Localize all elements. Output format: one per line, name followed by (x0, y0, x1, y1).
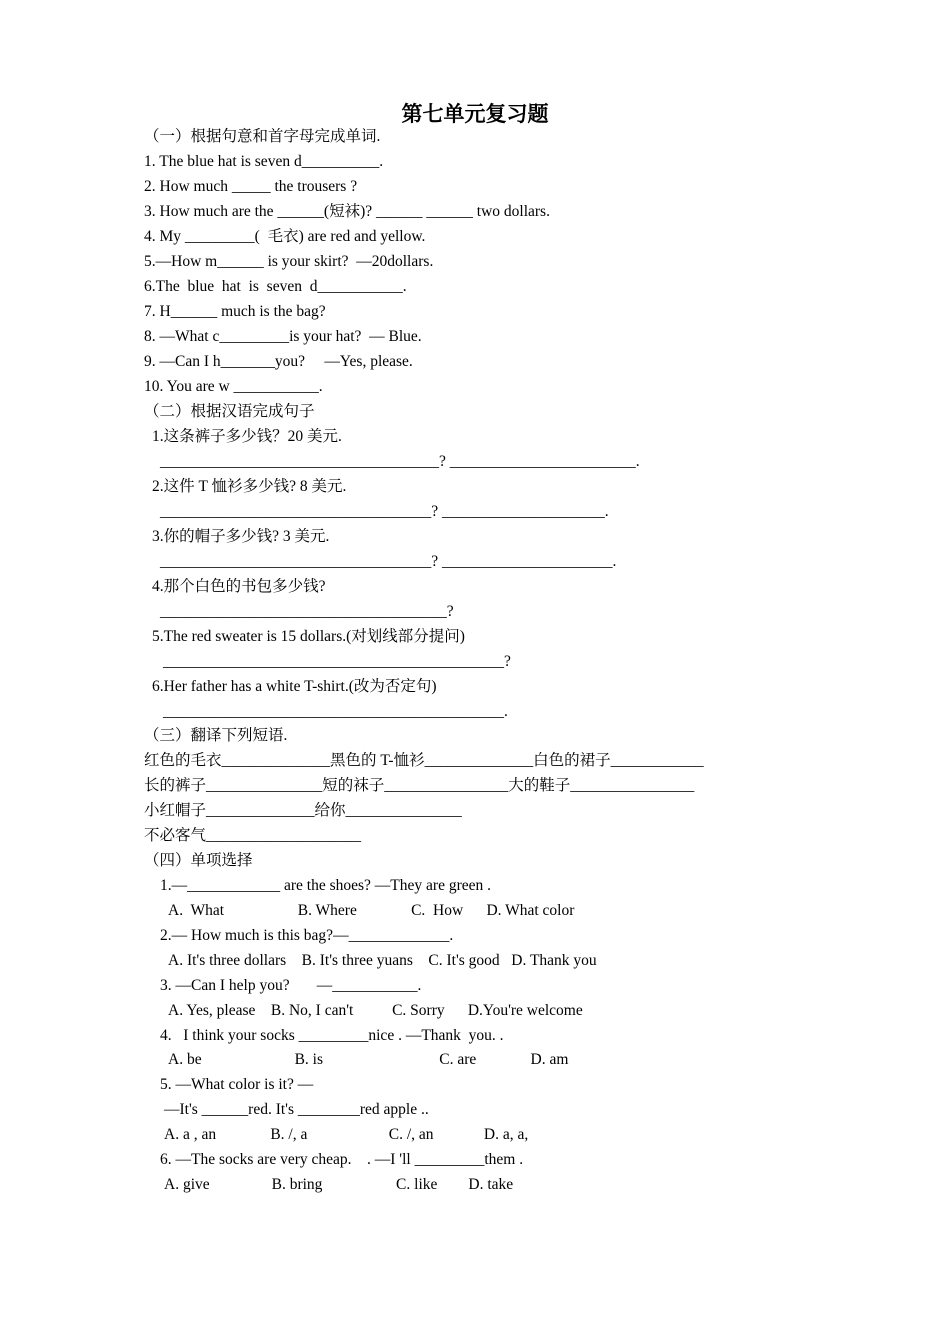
phrase-line: 长的裤子_______________短的袜子________________大的鞋子________________ (144, 777, 695, 794)
question-line: 2.这件 T 恤衫多少钱? 8 美元. (152, 478, 347, 495)
question-line: 4. I think your socks _________nice . —Thank you. . (160, 1027, 504, 1044)
answer-blank: ____________________________________________? (163, 653, 511, 670)
question-line: 8. —What c_________is your hat? — Blue. (144, 328, 422, 345)
question-line: 6.The blue hat is seven d___________. (144, 278, 407, 295)
question-line: 7. H______ much is the bag? (144, 303, 326, 320)
question-line: 10. You are w ___________. (144, 378, 323, 395)
phrase-line: 不必客气____________________ (144, 827, 362, 844)
section-1-heading: （一）根据句意和首字母完成单词. (144, 128, 381, 145)
question-line: 2.— How much is this bag?—_____________. (160, 927, 454, 944)
phrase-line: 小红帽子______________给你_______________ (144, 802, 462, 819)
question-line: 2. How much _____ the trousers ? (144, 178, 358, 195)
answer-blank: ____________________________________? ________________________. (160, 453, 640, 470)
options-line: A. a , an B. /, a C. /, an D. a, a, (164, 1126, 529, 1143)
answer-blank: ____________________________________________. (163, 703, 508, 720)
question-line: 3. How much are the ______(短袜)? ______ ______ two dollars. (144, 203, 550, 220)
question-line: 1. The blue hat is seven d__________. (144, 153, 384, 170)
options-line: A. It's three dollars B. It's three yuans C. It's good D. Thank you (168, 952, 597, 969)
section-2-heading: （二）根据汉语完成句子 (144, 403, 315, 420)
answer-blank: _____________________________________? (160, 603, 454, 620)
question-line: 5.—How m______ is your skirt? —20dollars. (144, 253, 434, 270)
options-line: A. give B. bring C. like D. take (164, 1176, 514, 1193)
answer-blank: ___________________________________? _____________________. (160, 503, 609, 520)
options-line: A. Yes, please B. No, I can't C. Sorry D.You're welcome (168, 1002, 583, 1019)
options-line: A. be B. is C. are D. am (168, 1051, 569, 1068)
question-line: 5. —What color is it? — (160, 1076, 314, 1093)
page-title: 第七单元复习题 (401, 102, 549, 126)
question-line: —It's ______red. It's ________red apple .. (164, 1101, 429, 1118)
question-line: 3. —Can I help you? —___________. (160, 977, 422, 994)
question-line: 1.这条裤子多少钱？20 美元. (152, 428, 342, 445)
question-line: 6. —The socks are very cheap. . —I 'll _________them . (160, 1151, 524, 1168)
section-3-heading: （三）翻译下列短语. (144, 727, 288, 744)
question-line: 5.The red sweater is 15 dollars.(对划线部分提问) (152, 628, 465, 645)
phrase-line: 红色的毛衣______________黑色的 T-恤衫______________白色的裙子____________ (144, 752, 704, 769)
question-line: 4. My _________( 毛衣) are red and yellow. (144, 228, 426, 245)
question-line: 3.你的帽子多少钱? 3 美元. (152, 528, 330, 545)
answer-blank: ___________________________________? ______________________. (160, 553, 617, 570)
question-line: 4.那个白色的书包多少钱? (152, 578, 326, 595)
question-line: 1.—____________ are the shoes? —They are green . (160, 877, 491, 894)
question-line: 6.Her father has a white T-shirt.(改为否定句) (152, 678, 437, 695)
options-line: A. What B. Where C. How D. What color (168, 902, 575, 919)
question-line: 9. —Can I h_______you? —Yes, please. (144, 353, 413, 370)
section-4-heading: （四）单项选择 (144, 852, 253, 869)
